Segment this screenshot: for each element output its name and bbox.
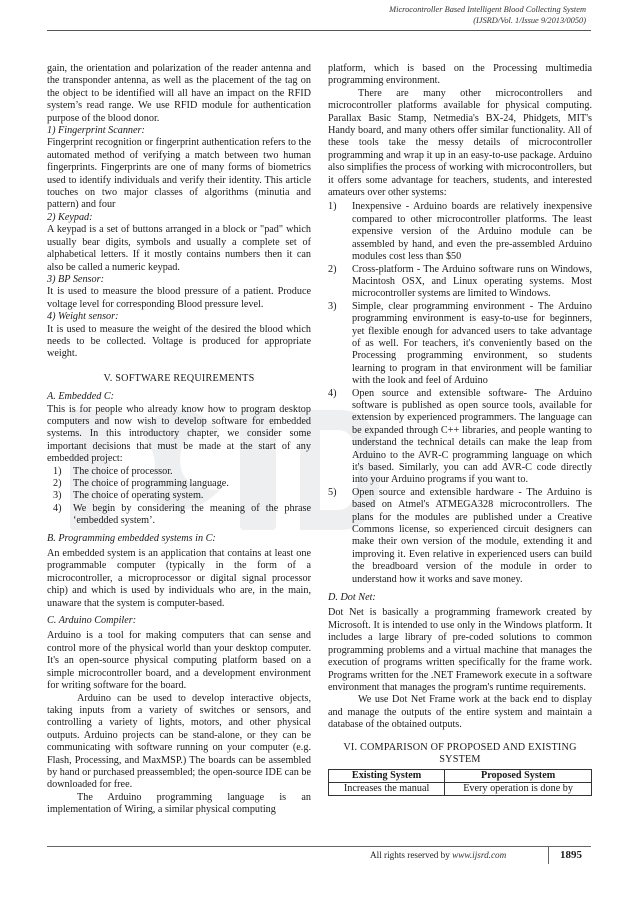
paragraph: This is for people who already know how to program desktop computers and now wish to develop software for embedded systems. In this introductory chapter, we consider some important decisions that must be made at the start of any embedded project: — [47, 403, 311, 465]
header-title: Microcontroller Based Intelligent Blood Collecting System — [389, 5, 586, 14]
right-column — [328, 63, 592, 796]
paragraph: gain, the orientation and polarization of the reader antenna and the transponder antenna, as well as the placement of the tag on the object to be identified will all have an impact on the RFID system’s read range. We use RFID module for authentication purpose of the blood donor. — [47, 63, 311, 124]
embedded-choices-list — [47, 466, 311, 528]
subheading-dot-net: D. Dot Net: — [328, 592, 376, 604]
list-item: 5) Open source and extensible hardware - The Arduino is based on Atmel's ATMEGA328 microcontrollers. The plans for the modules are published under a Creative Commons license, so experienced circuit designers can make their own version of the module, extending it and improving it. Even relative in experienced users can build the breadboard version of the module in order to understand how it works and save money. — [328, 486, 592, 585]
footer-rights: All rights reserved by www.ijsrd.com — [370, 850, 507, 860]
list-item: 2) The choice of programming language. — [53, 478, 229, 489]
running-header — [389, 4, 586, 26]
header-volume: (IJSRD/Vol. 1/Issue 9/2013/0050) — [473, 16, 586, 25]
paragraph: We use Dot Net Frame work at the back end to display and manage the outputs of the entire system and maintain a database of the obtained outputs. — [328, 694, 592, 731]
table-cell: Increases the manual — [329, 783, 445, 796]
subheading-fingerprint: 1) Fingerprint Scanner: — [47, 125, 145, 137]
list-item: 4) We begin by considering the meaning of the phrase ‘embedded system’. — [53, 502, 311, 527]
subheading-keypad: 2) Keypad: — [47, 211, 93, 223]
table-cell: Every operation is done by — [445, 783, 592, 796]
section-heading-comparison: VI. COMPARISON OF PROPOSED AND EXISTING SYSTEM — [343, 741, 577, 765]
page-number: 1895 — [548, 846, 593, 864]
footer-divider — [47, 846, 591, 847]
list-item: 1) The choice of processor. — [53, 465, 173, 477]
list-item: 4) Open source and extensible software- The Arduino software is published as open source tools, available for extension by experienced programmers. The language can be expanded through C++ libraries, and people wanting to understand the technical details can make the leap from Arduino to the AVR-C programming language on which it's based. Similarly, you can add AVR-C code directly into your Arduino programs if you want to. — [328, 387, 592, 486]
subheading-arduino-compiler: C. Arduino Compiler: — [47, 615, 137, 627]
paragraph: platform, which is based on the Processing multimedia programming environment. — [328, 63, 592, 87]
paragraph: It is used to measure the weight of the desired the blood which needs to be collected. Voltage is produced for appropriate weight. — [47, 323, 311, 360]
left-column — [47, 63, 311, 817]
header-divider — [47, 30, 591, 31]
table-row — [329, 783, 592, 796]
section-heading-software: V. SOFTWARE REQUIREMENTS — [103, 372, 255, 384]
paragraph: An embedded system is an application that contains at least one programmable computer (typically in the form of a microcontroller, a microprocessor or digital signal processor chip) and which is used by individuals who are, in the main, unaware that the system is computer-based. — [47, 548, 311, 609]
paragraph: It is used to measure the blood pressure of a patient. Produce voltage level for corresponding Blood pressure level. — [47, 286, 311, 310]
paragraph: Arduino can be used to develop interactive objects, taking inputs from a variety of switches or sensors, and controlling a variety of lights, motors, and other physical outputs. Arduino projects can be stand-alone, or they can be communicating with software running on your computer (e.g. Flash, Processing, and MaxMSP.) The boards can be assembled by hand or purchased preassembled; the open-source IDE can be downloaded for free. — [47, 692, 311, 791]
table-header: Existing System — [329, 770, 445, 783]
subheading-bp-sensor: 3) BP Sensor: — [47, 273, 104, 285]
list-item: 3) The choice of operating system. — [53, 490, 204, 502]
paragraph: Fingerprint recognition or fingerprint authentication refers to the automated method of verifying a match between two human fingerprints. Fingerprints are one of many forms of biometrics used to identify individuals and verify their identity. This article touches on two major classes of algorithms (minutia and pattern) and four — [47, 137, 311, 211]
paragraph: Dot Net is basically a programming framework created by Microsoft. It is intended to use only in the Windows platform. It includes a large library of pre-coded solutions to common programming problems and a virtual machine that manages the execution of programs written specifically for the frame work. Programs written for the .NET Framework execute in a software environment that manages the program's runtime requirements. — [328, 607, 592, 693]
subheading-weight-sensor: 4) Weight sensor: — [47, 311, 119, 323]
arduino-advantages-list — [328, 201, 592, 586]
subheading-programming-c: B. Programming embedded systems in C: — [47, 532, 216, 544]
list-item: 1) Inexpensive - Arduino boards are relatively inexpensive compared to other microcontroller platforms. The least expensive version of the Arduino module can be assembled by hand, and even the pre-assembled Arduino modules cost less than $50 — [328, 201, 592, 263]
footer-url[interactable]: www.ijsrd.com — [452, 850, 507, 860]
table-header: Proposed System — [445, 770, 592, 783]
list-item: 3) Simple, clear programming environment - The Arduino programming environment is easy-to-use for beginners, yet flexible enough for advanced users to take advantage of as well. For teachers, it's conveniently based on the Processing programming environment, so students learning to program in that environment will be familiar with the look and feel of Arduino — [328, 300, 592, 387]
table-header-row — [329, 770, 592, 783]
comparison-table — [328, 769, 592, 796]
subheading-embedded-c: A. Embedded C: — [47, 391, 115, 403]
paragraph: A keypad is a set of buttons arranged in a block or "pad" which usually bear digits, symbols and usually a complete set of alphabetical letters. If it mostly contains numbers then it can also be called a numeric keypad. — [47, 224, 311, 273]
paragraph: Arduino is a tool for making computers that can sense and control more of the physical world than your desktop computer. It's an open-source physical computing platform based on a simple microcontroller board, and a development environment for writing software for the board. — [47, 630, 311, 692]
paragraph: The Arduino programming language is an implementation of Wiring, a similar physical computing — [47, 791, 311, 816]
paragraph: There are many other microcontrollers and microcontroller platforms available for physical computing. Parallax Basic Stamp, Netmedia's BX-24, Phidgets, MIT's Handy board, and many others offer similar functionality. All of these tools take the messy details of microcontroller programming and wrap it up in an easy-to-use package. Arduino also simplifies the process of working with microcontrollers, but it offers some advantage for teachers, students, and interested amateurs over other systems: — [328, 87, 592, 199]
list-item: 2) Cross-platform - The Arduino software runs on Windows, Macintosh OSX, and Linux operating systems. Most microcontroller systems are limited to Windows. — [328, 263, 592, 300]
